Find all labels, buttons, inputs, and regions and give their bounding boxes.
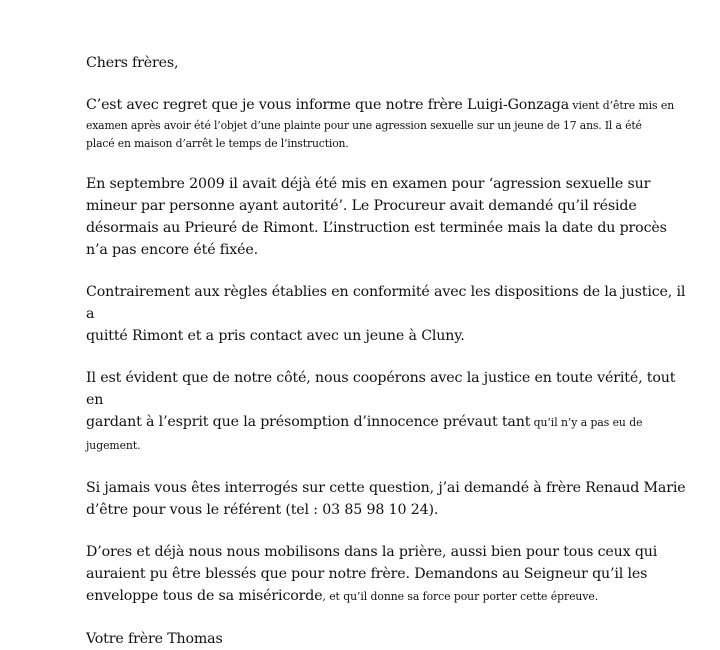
paragraph-violation [86,281,686,347]
paragraph-arrest-line-2: examen après avoir été l’objet d’une plainte pour une agression sexuelle sur un jeune de 17 ans. Il a été [86,119,642,132]
paragraph-history [86,173,686,261]
paragraph-history-line-3: désormais au Prieuré de Rimont. L’instruction est terminée mais la date du procès [86,220,667,236]
paragraph-cooperation [86,367,686,457]
paragraph-arrest-line-1: C’est avec regret que je vous informe que notre frère Luigi-Gonzaga vient d’être mis en [86,97,675,113]
paragraph-prayer-line-2: auraient pu être blessés que pour notre frère. Demandons au Seigneur qu’il les [86,566,648,582]
paragraph-contact-line-1: Si jamais vous êtes interrogés sur cette question, j’ai demandé à frère Renaud Marie [86,480,686,496]
paragraph-cooperation-line-2: gardant à l’esprit que la présomption d’innocence prévaut tant qu’il n’y a pas eu de [86,414,643,430]
paragraph-prayer [86,541,686,608]
paragraph-arrest [86,94,686,153]
letter-body [86,52,686,650]
paragraph-violation-line-1: Contrairement aux règles établies en conformité avec les dispositions de la justice, il a [86,284,686,322]
paragraph-violation-line-2: quitté Rimont et a pris contact avec un jeune à Cluny. [86,328,465,344]
paragraph-history-line-4: n’a pas encore été fixée. [86,242,259,258]
paragraph-history-line-1: En septembre 2009 il avait déjà été mis en examen pour ‘agression sexuelle sur [86,176,651,192]
paragraph-prayer-line-1: D’ores et déjà nous nous mobilisons dans la prière, aussi bien pour tous ceux qui [86,544,658,560]
signature: Votre frère Thomas [86,631,223,647]
paragraph-history-line-2: mineur par personne ayant autorité’. Le Procureur avait demandé qu’il réside [86,198,637,214]
paragraph-arrest-line-3: placé en maison d’arrêt le temps de l’instruction. [86,137,349,150]
paragraph-contact [86,477,686,521]
paragraph-cooperation-line-3: jugement. [86,439,141,452]
paragraph-contact-line-2: d’être pour vous le référent (tel : 03 85 98 10 24). [86,502,439,518]
paragraph-prayer-line-3: enveloppe tous de sa miséricorde, et qu’il donne sa force pour porter cette épreuve. [86,588,599,604]
paragraph-cooperation-line-1: Il est évident que de notre côté, nous coopérons avec la justice en toute vérité, tout en [86,370,676,408]
salutation: Chers frères, [86,55,179,71]
